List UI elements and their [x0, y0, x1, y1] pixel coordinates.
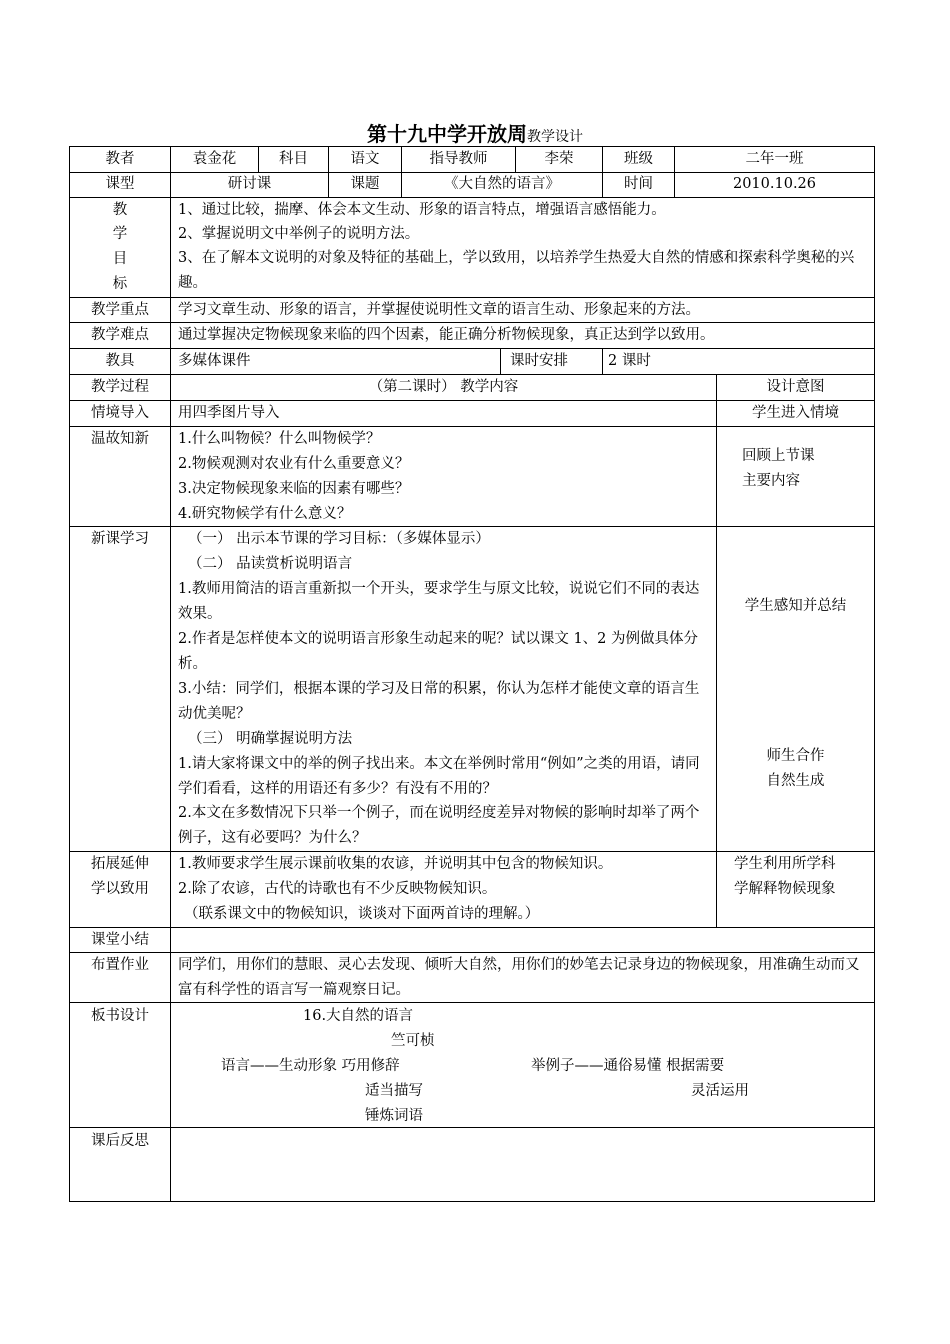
new-lesson-line: （三） 明确掌握说明方法 — [188, 731, 353, 747]
rule — [69, 426, 875, 427]
rule — [170, 146, 171, 1202]
board-left-3: 锤炼词语 — [365, 1108, 423, 1124]
rule — [716, 374, 717, 927]
review-intent: 主要内容 — [742, 473, 800, 489]
intro-label: 情境导入 — [91, 405, 149, 421]
new-lesson-line: 2.本文在多数情况下只举一个例子，而在说明经度差异对物候的影响时却举了两个例子，这有必要吗？为什么？ — [178, 805, 700, 846]
goals-label-char: 学 — [112, 226, 128, 242]
intro-content: 用四季图片导入 — [178, 405, 280, 421]
time-label: 时间 — [624, 176, 653, 192]
board-author: 竺可桢 — [391, 1033, 435, 1049]
new-lesson-line: （一） 出示本节课的学习目标：（多媒体显示） — [188, 531, 490, 547]
subject-value: 语文 — [350, 151, 380, 167]
rule — [69, 197, 875, 198]
extension-line: 1.教师要求学生展示课前收集的农谚，并说明其中包含的物候知识。 — [178, 856, 613, 872]
homework-label: 布置作业 — [91, 957, 149, 973]
review-line: 2.物候观测对农业有什么重要意义？ — [178, 456, 410, 472]
rule — [69, 927, 875, 928]
rule — [69, 374, 875, 375]
tools-label: 教具 — [105, 353, 135, 369]
review-line: 4.研究物候学有什么意义？ — [178, 506, 352, 522]
goals-label-char: 教 — [112, 202, 128, 218]
focus-text: 学习文章生动、形象的语言，并掌握使说明性文章的语言生动、形象起来的方法。 — [178, 302, 700, 318]
review-label: 温故知新 — [91, 431, 149, 447]
rule — [69, 400, 875, 401]
rule — [69, 297, 875, 298]
goals-label-char: 标 — [112, 276, 128, 292]
extension-intent: 学生利用所学科 — [734, 856, 836, 872]
intent-header: 设计意图 — [766, 379, 825, 395]
rule — [69, 1127, 875, 1128]
rule — [500, 348, 501, 374]
difficulty-text: 通过掌握决定物候现象来临的四个因素，能正确分析物候现象，真正达到学以致用。 — [178, 327, 715, 343]
teacher-label: 教者 — [105, 151, 135, 167]
reflection-label: 课后反思 — [91, 1133, 149, 1149]
rule — [874, 146, 875, 1202]
topic-label: 课题 — [350, 176, 380, 192]
extension-intent: 学解释物候现象 — [734, 881, 836, 897]
goal-item: 1、通过比较，揣摩、体会本文生动、形象的语言特点，增强语言感悟能力。 — [178, 202, 666, 218]
schedule-value: 2 课时 — [608, 353, 651, 369]
title-main: 第十九中学开放周 — [367, 122, 527, 146]
intro-intent: 学生进入情境 — [752, 405, 839, 421]
class-value: 二年一班 — [745, 151, 804, 167]
goal-item: 2、掌握说明文中举例子的说明方法。 — [178, 226, 420, 242]
rule — [69, 1201, 875, 1202]
summary-label: 课堂小结 — [91, 932, 149, 948]
board-right-2: 灵活运用 — [691, 1083, 749, 1099]
board-title: 16.大自然的语言 — [303, 1008, 414, 1024]
topic-value: 《大自然的语言》 — [444, 176, 560, 192]
review-intent: 回顾上节课 — [742, 448, 815, 464]
mentor-label: 指导教师 — [429, 151, 488, 167]
title-suffix: 教学设计 — [527, 129, 583, 145]
extension-line: 2.除了农谚，古代的诗歌也有不少反映物候知识。 — [178, 881, 497, 897]
board-left-2: 适当描写 — [365, 1083, 423, 1099]
new-lesson-intent: 师生合作 — [766, 748, 825, 764]
teacher-value: 袁金花 — [192, 151, 237, 167]
rule — [69, 146, 875, 147]
rule — [69, 348, 875, 349]
new-lesson-line: 3.小结：同学们，根据本课的学习及日常的积累，你认为怎样才能使文章的语言生动优美呢？ — [178, 681, 700, 722]
new-lesson-label: 新课学习 — [91, 531, 149, 547]
goals-label-char: 目 — [112, 251, 128, 267]
rule — [69, 322, 875, 323]
board-right-main: 举例子——通俗易懂 根据需要 — [531, 1058, 725, 1074]
extension-label: 学以致用 — [91, 881, 149, 897]
type-label: 课型 — [105, 176, 135, 192]
goal-item: 3、在了解本文说明的对象及特征的基础上，学以致用，以培养学生热爱大自然的情感和探索科学奥秘的兴趣。 — [178, 250, 855, 291]
focus-label: 教学重点 — [91, 302, 149, 318]
tools-value: 多媒体课件 — [178, 353, 251, 369]
new-lesson-line: （二） 品读赏析说明语言 — [188, 556, 353, 572]
process-content-header: （第二课时） 教学内容 — [368, 379, 519, 395]
review-line: 1.什么叫物候？什么叫物候学？ — [178, 431, 381, 447]
rule — [69, 851, 875, 852]
process-label: 教学过程 — [91, 379, 149, 395]
extension-line: （联系课文中的物候知识，谈谈对下面两首诗的理解。） — [184, 906, 540, 922]
mentor-value: 李荣 — [544, 151, 574, 167]
type-value: 研讨课 — [227, 176, 272, 192]
new-lesson-line: 1.教师用简洁的语言重新拟一个开头，要求学生与原文比较，说说它们不同的表达效果。 — [178, 581, 700, 622]
review-line: 3.决定物候现象来临的因素有哪些？ — [178, 481, 410, 497]
extension-label: 拓展延伸 — [91, 856, 149, 872]
schedule-label: 课时安排 — [510, 353, 568, 369]
new-lesson-intent: 自然生成 — [766, 773, 825, 789]
difficulty-label: 教学难点 — [91, 327, 149, 343]
new-lesson-line: 1.请大家将课文中的举的例子找出来。本文在举例时常用“例如”之类的用语，请同学们看看，这样的用语还有多少？有没有不用的？ — [178, 756, 700, 797]
board-label: 板书设计 — [91, 1008, 149, 1024]
new-lesson-line: 2.作者是怎样使本文的说明语言形象生动起来的呢？试以课文 1、2 为例做具体分析。 — [178, 631, 699, 672]
time-value: 2010.10.26 — [732, 176, 817, 192]
subject-label: 科目 — [279, 151, 308, 167]
rule — [69, 172, 875, 173]
class-label: 班级 — [624, 151, 653, 167]
new-lesson-intent: 学生感知并总结 — [744, 598, 847, 614]
board-left-main: 语言——生动形象 巧用修辞 — [221, 1058, 400, 1074]
homework-text: 同学们，用你们的慧眼、灵心去发现、倾听大自然，用你们的妙笔去记录身边的物候现象，用准确生动而又富有科学性的语言写一篇观察日记。 — [178, 957, 860, 998]
rule — [602, 348, 603, 374]
rule — [69, 526, 875, 527]
